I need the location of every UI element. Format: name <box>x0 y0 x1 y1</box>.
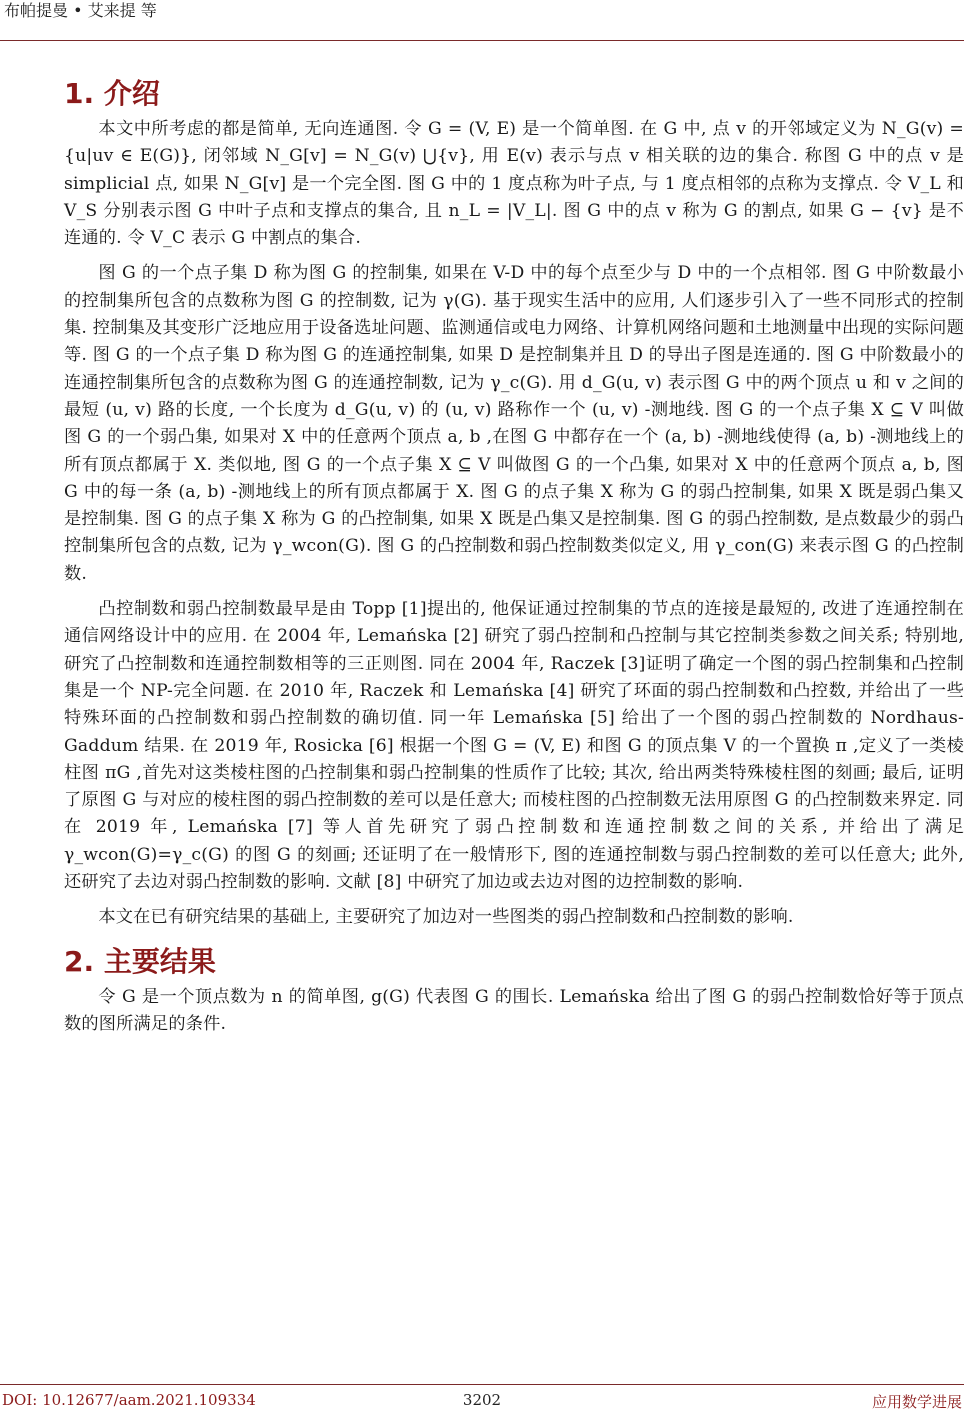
journal-name: 应用数学进展 <box>871 1393 962 1411</box>
section-1-heading: 1. 介绍 <box>64 77 160 110</box>
page-body <box>64 72 964 1046</box>
intro-paragraph-1: 本文中所考虑的都是简单, 无向连通图. 令 G = (V, E) 是一个简单图. 在 G 中, 点 v 的开邻域定义为 N_G(v) = {u|uv ∈ E(G)}, 闭邻域 N_G[v] = N_G(v) ⋃{v}, 用 E(v) 表示与点 v 相关联的边的集合. 称图 G 中的点 v 是 simplicial 点, 如果 N_G[v] 是一个完全图. 图 G 中的 1 度点称为叶子点, 与 1 度点相邻的点称为支撑点. 令 V_L 和 V_S 分别表示图 G 中叶子点和支撑点的集合, 且 n_L = |V_L|. 图 G 中的点 v 称为 G 的割点, 如果 G − {v} 是不连通的. 令 V_C 表示 G 中割点的集合. <box>64 119 964 249</box>
section-2-heading: 2. 主要结果 <box>64 944 216 978</box>
intro-paragraph-2: 图 G 的一个点子集 D 称为图 G 的控制集, 如果在 V-D 中的每个点至少与 D 中的一个点相邻. 图 G 中阶数最小的控制集所包含的点数称为图 G 的控制数, 记为 γ(G). 基于现实生活中的应用, 人们逐步引入了一些不同形式的控制集. 控制集及其变形广泛地应用于设备选址问题、监测通信或电力网络、计算机网络问题和土地测量中出现的实际问题等. 图 G 的一个点子集 D 称为图 G 的连通控制集, 如果 D 是控制集并且 D 的导出子图是连通的. 图 G 中阶数最小的连通控制集所包含的点数称为图 G 的连通控制数, 记为 γ_c(G). 用 d_G(u, v) 表示图 G 中的两个顶点 u 和 v 之间的最短 (u, v) 路的长度, 一个长度为 d_G(u, v) 的 (u, v) 路称作一个 (u, v) -测地线. 图 G 的一个点子集 X ⊆ V 叫做图 G 的一个弱凸集, 如果对 X 中的任意两个顶点 a, b ,在图 G 中都存在一个 (a, b) -测地线使得 (a, b) -测地线上的所有顶点都属于 X. 类似地, 图 G 的一个点子集 X ⊆ V 叫做图 G 的一个凸集, 如果对 X 中的任意两个顶点 a, b, 图 G 中的每一条 (a, b) -测地线上的所有顶点都属于 X. 图 G 的点子集 X 称为 G 的弱凸控制集, 如果 X 既是弱凸集又是控制集. 图 G 的点子集 X 称为 G 的凸控制集, 如果 X 既是凸集又是控制集. 图 G 的弱凸控制数, 是点数最少的弱凸控制集所包含的点数, 记为 γ_wcon(G). 图 G 的凸控制数和弱凸控制数类似定义, 用 γ_con(G) 来表示图 G 的凸控制数. <box>64 263 964 584</box>
intro-paragraph-3: 凸控制数和弱凸控制数最早是由 Topp [1]提出的, 他保证通过控制集的节点的连接是最短的, 改进了连通控制在通信网络设计中的应用. 在 2004 年, Lemańska [2] 研究了弱凸控制和凸控制与其它控制类参数之间关系; 特别地, 研究了凸控制数和连通控制数相等的三正则图. 同在 2004 年, Raczek [3]证明了确定一个图的弱凸控制集和凸控制集是一个 NP-完全问题. 在 2010 年, Raczek 和 Lemańska [4] 研究了环面的弱凸控制数和凸控数, 并给出了一些特殊环面的凸控制数和弱凸控制数的确切值. 同一年 Lemańska [5] 给出了一个图的弱凸控制数的 Nordhaus-Gaddum 结果. 在 2019 年, Rosicka [6] 根据一个图 G = (V, E) 和图 G 的顶点集 V 的一个置换 π ,定义了一类棱柱图 πG ,首先对这类棱柱图的凸控制集和弱凸控制集的性质作了比较; 其次, 给出两类特殊棱柱图的刻画; 最后, 证明了原图 G 与对应的棱柱图的弱凸控制数的差可以是任意大; 而棱柱图的凸控制数无法用原图 G 的凸控制数来界定. 同在 2019 年, Lemańska [7] 等人首先研究了弱凸控制数和连通控制数之间的关系, 并给出了满足 γ_wcon(G)=γ_c(G) 的图 G 的刻画; 还证明了在一般情形下, 图的连通控制数与弱凸控制数的差可以任意大; 此外, 还研究了去边对弱凸控制数的影响. 文献 [8] 中研究了加边或去边对图的边控制数的影响. <box>64 599 964 893</box>
running-head-authors: 布帕提曼 • 艾来提 等 <box>4 1 157 20</box>
doi-link[interactable]: DOI: 10.12677/aam.2021.109334 <box>2 1391 256 1409</box>
intro-paragraph-4: 本文在已有研究结果的基础上, 主要研究了加边对一些图类的弱凸控制数和凸控制数的影响. <box>98 907 794 928</box>
page-footer <box>0 1384 964 1415</box>
results-paragraph-1: 令 G 是一个顶点数为 n 的简单图, g(G) 代表图 G 的围长. Lemańska 给出了图 G 的弱凸控制数恰好等于顶点数的图所满足的条件. <box>64 986 964 1034</box>
page-header <box>0 0 964 41</box>
page-number: 3202 <box>462 1391 502 1409</box>
